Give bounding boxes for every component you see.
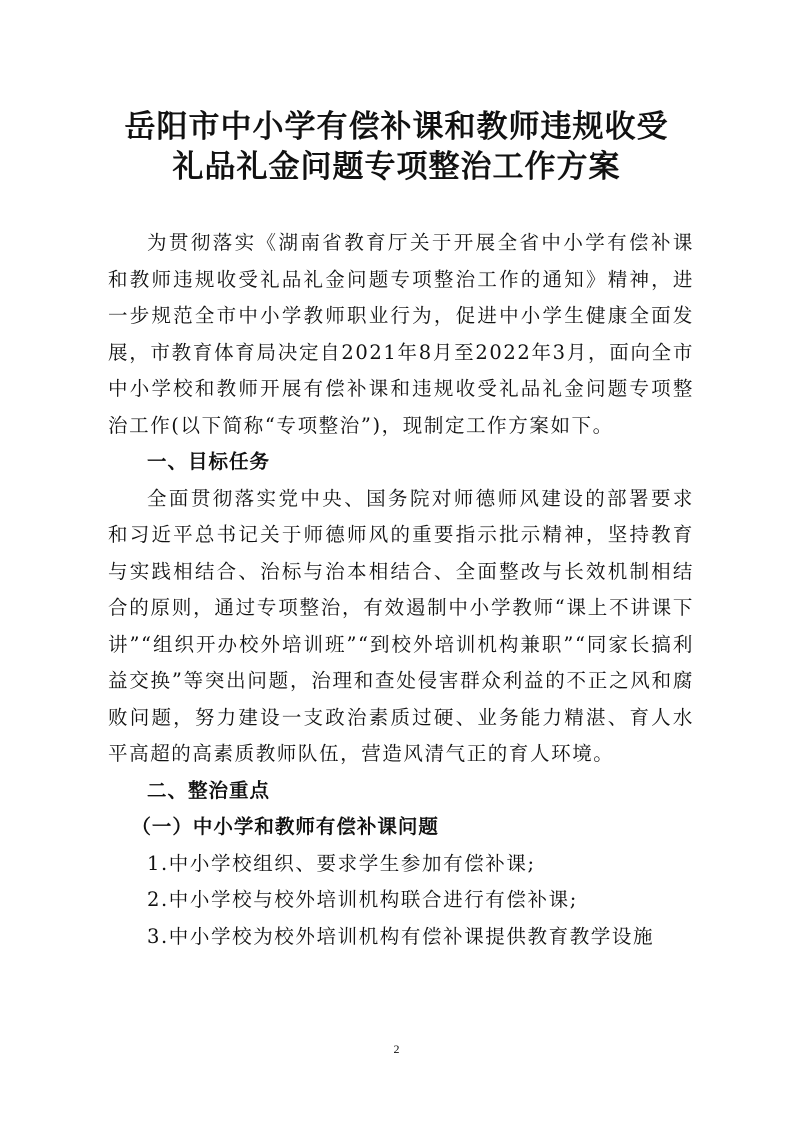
page-number: 2	[393, 1042, 400, 1056]
document-title-line-1: 岳阳市中小学有偿补课和教师违规收受	[124, 109, 669, 145]
document-body	[108, 225, 694, 955]
document-title-line-2: 礼品礼金问题专项整治工作方案	[172, 149, 621, 185]
section-heading-goals: 一、目标任务	[147, 450, 271, 473]
goals-paragraph: 全面贯彻落实党中央、国务院对师德师风建设的部署要求和习近平总书记关于师德师风的重要指示批示精神，坚持教育与实践相结合、治标与治本相结合、全面整改与长效机制相结合的原则，通过专项整治，有效遏制中小学教师“课上不讲课下讲”“组织开办校外培训班”“到校外培训机构兼职”“同家长搞利益交换”等突出问题，治理和查处侵害群众利益的不正之风和腐败问题，努力建设一支政治素质过硬、业务能力精湛、育人水平高超的高素质教师队伍，营造风清气正的育人环境。	[108, 486, 694, 765]
subsection-heading-paid-tutoring: （一）中小学和教师有偿补课问题	[131, 815, 439, 838]
section-heading-focus: 二、整治重点	[147, 778, 271, 802]
list-item: 3.中小学校为校外培训机构有偿补课提供教育教学设施	[147, 924, 655, 948]
list-item: 1.中小学校组织、要求学生参加有偿补课;	[147, 851, 536, 875]
list-item: 2.中小学校与校外培训机构联合进行有偿补课;	[147, 888, 578, 911]
intro-paragraph: 为贯彻落实《湖南省教育厅关于开展全省中小学有偿补课和教师违规收受礼品礼金问题专项整治工作的通知》精神，进一步规范全市中小学教师职业行为，促进中小学生健康全面发展，市教育体育局决定自2021年8月至2022年3月，面向全市中小学校和教师开展有偿补课和违规收受礼品礼金问题专项整治工作(以下简称“专项整治”)，现制定工作方案如下。	[108, 231, 694, 437]
